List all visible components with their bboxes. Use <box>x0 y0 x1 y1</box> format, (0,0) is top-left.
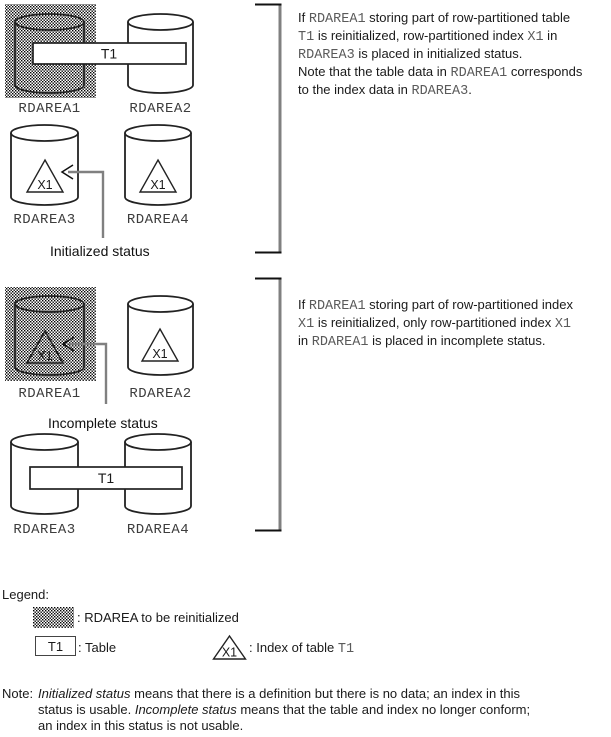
legend-index-text: : Index of table T1 <box>249 640 355 657</box>
s2-label-rdarea4: RDAREA4 <box>126 522 190 538</box>
legend-index-symbol-label: X1 <box>221 645 238 660</box>
s1-label-rdarea1: RDAREA1 <box>18 101 81 117</box>
s2-bracket <box>255 279 282 531</box>
legend-index-symbol <box>212 634 248 661</box>
legend-hatch-text: : RDAREA to be reinitialized <box>77 610 239 625</box>
legend-table-text: : Table <box>78 640 117 655</box>
s1-label-rdarea4: RDAREA4 <box>126 212 190 228</box>
s1-index-x1-label-left: X1 <box>37 178 53 192</box>
legend-table-symbol-label: T1 <box>47 638 64 654</box>
s1-label-rdarea2: RDAREA2 <box>129 101 192 117</box>
s1-description: If RDAREA1 storing part of row-partitioned table T1 is reinitialized, row-partitioned index X1 in RDAREA3 is placed in initialized status. Note that the table data in RDAREA1 corresponds to the index data in RDAREA3. <box>298 10 583 99</box>
s1-table-t1-label: T1 <box>100 45 118 62</box>
legend-hatch-swatch <box>33 607 74 628</box>
s2-label-rdarea2: RDAREA2 <box>129 386 192 402</box>
s2-description: If RDAREA1 storing part of row-partitioned index X1 is reinitialized, only row-partitioned index X1 in RDAREA1 is placed in incomplete status. <box>298 297 573 350</box>
s2-label-rdarea1: RDAREA1 <box>18 386 81 402</box>
s2-status-label: Incomplete status <box>48 415 158 431</box>
s2-label-rdarea3: RDAREA3 <box>13 522 76 538</box>
s2-index-x1-label-left: X1 <box>37 349 53 363</box>
note-label: Note: <box>2 686 34 701</box>
legend-table-symbol <box>35 636 76 656</box>
s2-table-t1-label: T1 <box>97 470 115 486</box>
s2-index-x1-label-right: X1 <box>152 347 168 361</box>
s1-status-label: Initialized status <box>50 243 150 259</box>
legend-title: Legend: <box>2 587 49 602</box>
s1-bracket <box>255 5 282 253</box>
s1-index-x1-label-right: X1 <box>150 178 166 192</box>
note-text: Initialized status means that there is a definition but there is no data; an index in this status is usable. Incomplete status means that the table and index no longer conform; an index in this status is not usable. <box>38 686 531 733</box>
s1-label-rdarea3: RDAREA3 <box>13 212 76 228</box>
